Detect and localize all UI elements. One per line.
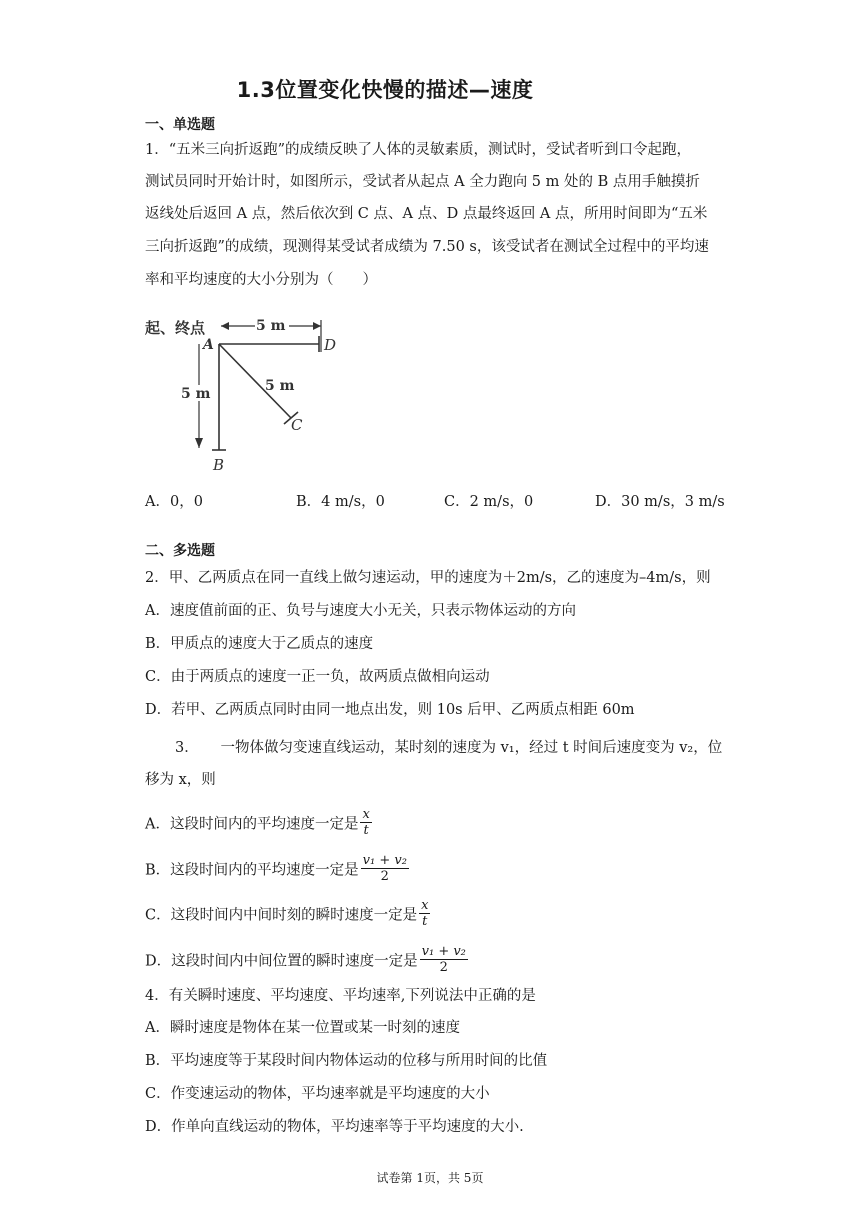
fraction-v-average — [420, 944, 468, 975]
option-b[interactable]: B．4 m/s，0 — [296, 494, 385, 510]
denominator: 2 — [439, 960, 448, 975]
question-3-stem: 3． 一物体做匀变速直线运动，某时刻的速度为 v₁，经过 t 时间后速度变为 v₂，位 — [175, 740, 723, 756]
question-1-line: 1．“五米三向折返跑”的成绩反映了人体的灵敏素质，测试时，受试者听到口令起跑， — [145, 142, 692, 158]
option-c[interactable] — [145, 900, 430, 931]
option-b[interactable]: B．平均速度等于某段时间内物体运动的位移与所用时间的比值 — [145, 1053, 548, 1069]
shuttle-run-diagram — [143, 310, 343, 480]
option-text: D．这段时间内中间位置的瞬时速度一定是 — [145, 953, 418, 970]
page-title: 1.3位置变化快慢的描述—速度 — [236, 78, 534, 102]
distance-ad-label: 5 m — [256, 318, 286, 334]
point-b-label: B — [213, 456, 225, 474]
option-c[interactable]: C．由于两质点的速度一正一负，故两质点做相向运动 — [145, 669, 490, 685]
option-b[interactable]: B．甲质点的速度大于乙质点的速度 — [145, 636, 374, 652]
option-d[interactable]: D．作单向直线运动的物体，平均速率等于平均速度的大小. — [145, 1119, 524, 1135]
start-finish-label: 起、终点 — [145, 319, 206, 337]
option-a[interactable]: A．速度值前面的正、负号与速度大小无关，只表示物体运动的方向 — [145, 603, 576, 619]
option-a[interactable]: A．0，0 — [145, 494, 203, 510]
fraction-v-average — [361, 853, 409, 884]
option-text: B．这段时间内的平均速度一定是 — [145, 862, 359, 879]
distance-ac-label: 5 m — [265, 378, 295, 394]
arrowhead — [221, 322, 229, 330]
fraction-x-over-t — [360, 807, 371, 838]
question-1-line: 三向折返跑”的成绩，现测得某受试者成绩为 7.50 s，该受试者在测试全过程中的平均速 — [145, 239, 709, 255]
question-1-line: 返线处后返回 A 点，然后依次到 C 点、A 点、D 点最终返回 A 点，所用时间即为“五米 — [145, 206, 708, 222]
denominator: t — [363, 823, 369, 838]
point-a-label: A — [203, 337, 214, 353]
numerator: v₁ + v₂ — [421, 944, 466, 959]
option-c[interactable]: C．作变速运动的物体，平均速率就是平均速度的大小 — [145, 1086, 490, 1102]
point-d-label: D — [324, 336, 337, 354]
question-2-stem: 2．甲、乙两质点在同一直线上做匀速运动，甲的速度为＋2m/s，乙的速度为–4m/s，则 — [145, 570, 711, 586]
point-c-label: C — [291, 416, 303, 434]
question-1-line: 测试员同时开始计时，如图所示，受试者从起点 A 全力跑向 5 m 处的 B 点用手触摸折 — [145, 174, 700, 190]
option-d[interactable]: D．若甲、乙两质点同时由同一地点出发，则 10s 后甲、乙两质点相距 60m — [145, 702, 635, 718]
arrowhead — [313, 322, 321, 330]
question-3-stem: 移为 x，则 — [145, 772, 216, 788]
denominator: t — [422, 914, 428, 929]
fraction-x-over-t — [419, 898, 430, 929]
numerator: v₁ + v₂ — [362, 853, 407, 868]
section-heading-multiple-choice: 二、多选题 — [145, 543, 215, 559]
option-b[interactable] — [145, 855, 409, 886]
option-a[interactable] — [145, 809, 372, 840]
question-4-stem: 4．有关瞬时速度、平均速度、平均速率,下列说法中正确的是 — [145, 988, 536, 1004]
option-text: C．这段时间内中间时刻的瞬时速度一定是 — [145, 907, 418, 924]
section-heading-single-choice: 一、单选题 — [145, 117, 215, 133]
question-1-line: 率和平均速度的大小分别为（ ） — [145, 272, 377, 288]
option-c[interactable]: C．2 m/s，0 — [444, 494, 534, 510]
option-a[interactable]: A．瞬时速度是物体在某一位置或某一时刻的速度 — [145, 1020, 460, 1036]
numerator: x — [421, 898, 429, 913]
arrowhead — [195, 438, 203, 448]
option-d[interactable]: D．30 m/s，3 m/s — [595, 494, 725, 510]
option-d[interactable] — [145, 946, 468, 977]
numerator: x — [362, 807, 370, 822]
option-text: A．这段时间内的平均速度一定是 — [145, 816, 359, 833]
distance-ab-label: 5 m — [181, 386, 211, 402]
page-footer: 试卷第 1页，共 5页 — [376, 1171, 484, 1185]
denominator: 2 — [380, 869, 389, 884]
